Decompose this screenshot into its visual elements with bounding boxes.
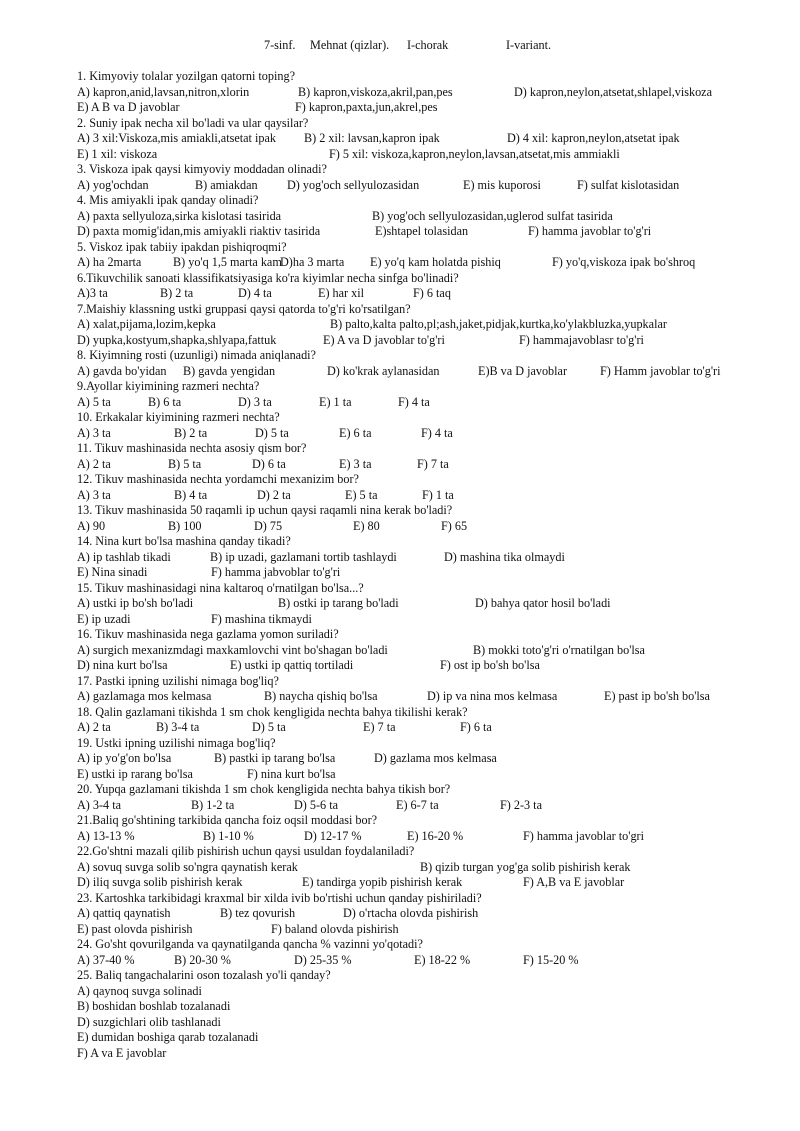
answer-option: E)B va D javoblar xyxy=(478,363,568,378)
answer-option: A)3 ta xyxy=(77,286,108,300)
answer-option: A) 5 ta xyxy=(77,394,111,409)
answer-row xyxy=(77,178,787,194)
answer-option: B) yo'q 1,5 marta kam xyxy=(173,255,282,269)
answer-option: D) o'rtacha olovda pishirish xyxy=(343,906,479,920)
answer-row xyxy=(77,550,787,566)
answer-option: E) yo'q kam holatda pishiq xyxy=(370,255,501,269)
answer-option: A) 3 ta xyxy=(77,425,111,440)
answer-option: A) 3 xil:Viskoza,mis amiakli,atsetat ipak xyxy=(77,131,276,145)
answer-option: A) 3-4 ta xyxy=(77,797,121,812)
answer-row xyxy=(77,875,787,891)
subject-label: Mehnat (qizlar). xyxy=(310,38,390,52)
answer-option: B) kapron,viskoza,akril,pan,pes xyxy=(298,84,453,99)
answer-option: F) 2-3 ta xyxy=(500,797,542,812)
grade-label: 7-sinf. xyxy=(264,38,296,52)
answer-option: D) 2 ta xyxy=(257,487,291,502)
answer-option: E)shtapel tolasidan xyxy=(375,224,469,238)
answer-option: B) amiakdan xyxy=(195,177,258,192)
answer-row xyxy=(77,457,787,473)
answer-option: B) boshidan boshlab tozalanadi xyxy=(77,999,231,1013)
answer-option: F) 1 ta xyxy=(422,487,454,502)
answer-option: D) 25-35 % xyxy=(294,952,352,967)
answer-option: E) 1 ta xyxy=(319,394,352,409)
answer-option: E) 16-20 % xyxy=(407,828,464,843)
answer-row xyxy=(77,999,787,1015)
answer-option: F) 5 xil: viskoza,kapron,neylon,lavsan,atsetat,mis ammiakli xyxy=(329,146,620,161)
answer-option: A) 13-13 % xyxy=(77,828,135,843)
answer-option: D) gazlama mos kelmasa xyxy=(374,751,497,765)
answer-option: F) yo'q,viskoza ipak bo'shroq xyxy=(552,255,696,269)
answer-row xyxy=(77,1030,787,1046)
answer-option: E) past ip bo'sh bo'lsa xyxy=(604,689,710,703)
answer-option: B) 5 ta xyxy=(168,456,202,471)
answer-option: A) paxta sellyuloza,sirka kislotasi tasirida xyxy=(77,208,282,223)
answer-option: A) gavda bo'yidan xyxy=(77,363,167,378)
answer-option: B) 100 xyxy=(168,518,202,533)
answer-option: B) pastki ip tarang bo'lsa xyxy=(214,751,336,765)
answer-row xyxy=(77,395,787,411)
answer-option: A) ip tashlab tikadi xyxy=(77,549,171,564)
answer-row xyxy=(77,906,787,922)
question-text: 10. Erkakalar kiyimining razmeri nechta? xyxy=(77,410,280,424)
question-text: 13. Tikuv mashinasida 50 raqamli ip uchun qaysi raqamli nina kerak bo'ladi? xyxy=(77,503,453,517)
test-header xyxy=(0,38,800,54)
answer-option: F) hamma javoblar to'gri xyxy=(523,828,644,843)
question-text: 15. Tikuv mashinasidagi nina kaltaroq o'rnatilgan bo'lsa...? xyxy=(77,580,364,595)
answer-option: F) kapron,paxta,jun,akrel,pes xyxy=(295,100,438,114)
answer-option: A) 2 ta xyxy=(77,456,111,471)
answer-option: B) 20-30 % xyxy=(174,952,231,967)
answer-option: E) mis kuporosi xyxy=(463,177,541,192)
answer-row xyxy=(77,643,787,659)
answer-option: D)ha 3 marta xyxy=(280,255,345,269)
answer-option: D) 75 xyxy=(254,518,283,533)
answer-option: E) 6 ta xyxy=(339,425,372,440)
answer-option: F) nina kurt bo'lsa xyxy=(247,766,336,781)
answer-option: A) 37-40 % xyxy=(77,952,135,967)
answer-row xyxy=(77,333,787,349)
answer-option: D) nina kurt bo'lsa xyxy=(77,658,168,672)
answer-row xyxy=(77,209,787,225)
question-text: 21.Baliq go'shtining tarkibida qancha foiz oqsil moddasi bor? xyxy=(77,813,378,827)
answer-option: D) 5-6 ta xyxy=(294,797,338,812)
answer-row xyxy=(77,1046,787,1062)
term-label: I-chorak xyxy=(407,38,449,52)
answer-option: B) yog'och sellyulozasidan,uglerod sulfat tasirida xyxy=(372,208,613,223)
answer-option: D) yupka,kostyum,shapka,shlyapa,fattuk xyxy=(77,332,277,347)
answer-option: B) naycha qishiq bo'lsa xyxy=(264,689,378,703)
answer-option: B) palto,kalta palto,pl;ash,jaket,pidjak,kurtka,ko'ylakbluzka,yupkalar xyxy=(330,317,667,331)
question-text: 24. Go'sht qovurilganda va qaynatilganda qancha % vazinni yo'qotadi? xyxy=(77,937,423,951)
answer-option: B) 4 ta xyxy=(174,487,208,502)
answer-option: F) hamma jabvoblar to'g'ri xyxy=(211,565,341,579)
answer-option: A) qattiq qaynatish xyxy=(77,906,171,920)
answer-row xyxy=(77,658,787,674)
answer-option: E) 5 ta xyxy=(345,487,378,502)
question-text: 4. Mis amiyakli ipak qanday olinadi? xyxy=(77,193,259,207)
answer-row xyxy=(77,224,787,240)
answer-row xyxy=(77,364,787,380)
answer-option: B) tez qovurish xyxy=(220,906,296,920)
answer-row xyxy=(77,767,787,783)
answer-option: B) 6 ta xyxy=(148,394,182,409)
answer-option: D) ko'krak aylanasidan xyxy=(327,363,440,378)
answer-option: D) bahya qator hosil bo'ladi xyxy=(475,596,611,610)
question-text: 25. Baliq tangachalarini oson tozalash yo'li qanday? xyxy=(77,968,331,982)
answer-row xyxy=(77,596,787,612)
question-text: 1. Kimyoviy tolalar yozilgan qatorni toping? xyxy=(77,69,295,83)
answer-row xyxy=(77,984,787,1000)
answer-row xyxy=(77,286,787,302)
answer-option: A) surgich mexanizmdagi maxkamlovchi vint bo'shagan bo'ladi xyxy=(77,642,388,657)
answer-option: A) 90 xyxy=(77,518,106,533)
answer-option: F) A,B va E javoblar xyxy=(523,875,625,889)
answer-option: D) suzgichlari olib tashlanadi xyxy=(77,1014,221,1029)
answer-option: F) mashina tikmaydi xyxy=(211,611,312,626)
answer-option: A) gazlamaga mos kelmasa xyxy=(77,689,212,703)
answer-option: A) ip yo'g'on bo'lsa xyxy=(77,751,172,765)
answer-row xyxy=(77,488,787,504)
question-text: 11. Tikuv mashinasida nechta asosiy qism bor? xyxy=(77,441,307,455)
answer-row xyxy=(77,720,787,736)
answer-row xyxy=(77,953,787,969)
question-text: 12. Tikuv mashinasida nechta yordamchi mexanizim bor? xyxy=(77,472,359,486)
answer-option: D) 5 ta xyxy=(255,425,289,440)
answer-option: B) 1-2 ta xyxy=(191,797,235,812)
answer-option: F) hammajavoblasr to'g'ri xyxy=(519,332,644,347)
answer-row xyxy=(77,519,787,535)
answer-option: F) sulfat kislotasidan xyxy=(577,177,680,192)
answer-option: D) 6 ta xyxy=(252,456,286,471)
answer-option: E) 80 xyxy=(353,518,380,533)
answer-row xyxy=(77,1015,787,1031)
answer-option: D) 3 ta xyxy=(238,394,272,409)
answer-option: D) 12-17 % xyxy=(304,828,362,843)
answer-option: B) 2 ta xyxy=(160,286,194,300)
question-text: 23. Kartoshka tarkibidagi kraxmal bir xilda ivib bo'rtishi uchun qanday pishiriladi? xyxy=(77,890,482,905)
answer-option: E) 18-22 % xyxy=(414,952,471,967)
question-text: 9.Ayollar kiyimining razmeri nechta? xyxy=(77,379,260,393)
answer-option: B) ip uzadi, gazlamani tortib tashlaydi xyxy=(210,549,397,564)
answer-option: F) 4 ta xyxy=(398,394,430,409)
answer-row xyxy=(77,100,787,116)
answer-row xyxy=(77,426,787,442)
answer-option: B) mokki toto'g'ri o'rnatilgan bo'lsa xyxy=(473,642,645,657)
answer-option: E) 1 xil: viskoza xyxy=(77,146,158,161)
answer-option: D) paxta momig'idan,mis amiyakli riaktiv tasirida xyxy=(77,224,321,238)
answer-option: E) A va D javoblar to'g'ri xyxy=(323,332,445,347)
answer-option: D) iliq suvga solib pishirish kerak xyxy=(77,875,243,889)
answer-option: D) mashina tika olmaydi xyxy=(444,549,565,564)
question-text: 3. Viskoza ipak qaysi kimyoviy moddadan olinadi? xyxy=(77,162,327,176)
answer-row xyxy=(77,922,787,938)
answer-option: E) ip uzadi xyxy=(77,611,131,626)
question-text: 14. Nina kurt bo'lsa mashina qanday tikadi? xyxy=(77,534,291,548)
answer-option: D) yog'och sellyulozasidan xyxy=(287,177,420,192)
answer-option: F) 6 ta xyxy=(460,720,492,734)
answer-option: A) yog'ochdan xyxy=(77,177,149,192)
answer-row xyxy=(77,317,787,333)
answer-option: A) 3 ta xyxy=(77,487,111,502)
question-text: 20. Yupqa gazlamani tikishda 1 sm chok kengligida nechta bahya tikish bor? xyxy=(77,782,451,796)
answer-option: A) ha 2marta xyxy=(77,255,142,269)
answer-option: F) 65 xyxy=(441,518,468,533)
answer-option: E) past olovda pishirish xyxy=(77,921,193,936)
answer-option: B) qizib turgan yog'ga solib pishirish kerak xyxy=(420,859,631,874)
question-text: 17. Pastki ipning uzilishi nimaga bog'liq? xyxy=(77,673,279,688)
answer-option: B) 2 ta xyxy=(174,425,208,440)
answer-option: F) 7 ta xyxy=(417,456,449,471)
answer-option: A) 2 ta xyxy=(77,720,111,734)
answer-option: A) kapron,anid,lavsan,nitron,xlorin xyxy=(77,84,250,99)
answer-option: D) 5 ta xyxy=(252,720,286,734)
answer-row xyxy=(77,612,787,628)
answer-option: B) ostki ip tarang bo'ladi xyxy=(278,596,399,610)
question-text: 19. Ustki ipning uzilishi nimaga bog'liq? xyxy=(77,735,276,750)
answer-row xyxy=(77,860,787,876)
answer-row xyxy=(77,751,787,767)
answer-option: D) ip va nina mos kelmasa xyxy=(427,689,558,703)
answer-option: E) tandirga yopib pishirish kerak xyxy=(302,875,463,889)
answer-row xyxy=(77,829,787,845)
answer-row xyxy=(77,85,787,101)
answer-option: F) 15-20 % xyxy=(523,952,579,967)
question-list xyxy=(77,69,787,1061)
answer-option: A) qaynoq suvga solinadi xyxy=(77,983,202,998)
answer-option: A) ustki ip bo'sh bo'ladi xyxy=(77,596,194,610)
answer-row xyxy=(77,689,787,705)
answer-option: E) 6-7 ta xyxy=(396,797,439,812)
answer-row xyxy=(77,255,787,271)
answer-row xyxy=(77,565,787,581)
answer-row xyxy=(77,147,787,163)
question-text: 16. Tikuv mashinasida nega gazlama yomon suriladi? xyxy=(77,627,339,641)
variant-label: I-variant. xyxy=(506,38,552,52)
question-text: 5. Viskoz ipak tabiiy ipakdan pishiqroqmi? xyxy=(77,239,287,254)
answer-option: B) 3-4 ta xyxy=(156,720,200,734)
answer-option: E) Nina sinadi xyxy=(77,565,148,579)
answer-option: F) 6 taq xyxy=(413,286,451,300)
question-text: 22.Go'shtni mazali qilib pishirish uchun qaysi usuldan foydalaniladi? xyxy=(77,844,415,858)
answer-option: E) A B va D javoblar xyxy=(77,100,180,114)
answer-option: F) ost ip bo'sh bo'lsa xyxy=(440,658,540,672)
answer-option: A) sovuq suvga solib so'ngra qaynatish kerak xyxy=(77,859,298,874)
answer-option: B) gavda yengidan xyxy=(183,363,276,378)
answer-option: E) 3 ta xyxy=(339,456,372,471)
answer-option: D) 4 ta xyxy=(238,286,272,300)
answer-option: E) dumidan boshiga qarab tozalanadi xyxy=(77,1030,259,1044)
answer-option: F) hamma javoblar to'g'ri xyxy=(528,224,652,238)
answer-option: B) 2 xil: lavsan,kapron ipak xyxy=(304,131,440,145)
question-text: 7.Maishiy klassning ustki gruppasi qaysi qatorda to'g'ri ko'rsatilgan? xyxy=(77,301,411,316)
answer-option: F) Hamm javoblar to'g'ri xyxy=(600,363,721,378)
answer-option: E) ustki ip qattiq tortiladi xyxy=(230,658,354,672)
question-text: 6.Tikuvchilik sanoati klassifikatsiyasiga ko'ra kiyimlar necha sinfga bo'linadi? xyxy=(77,270,459,285)
question-text: 2. Suniy ipak necha xil bo'ladi va ular qaysilar? xyxy=(77,115,309,130)
answer-option: B) 1-10 % xyxy=(203,828,254,843)
answer-row xyxy=(77,798,787,814)
question-text: 8. Kiyimning rosti (uzunligi) nimada aniqlanadi? xyxy=(77,348,316,362)
answer-option: F) baland olovda pishirish xyxy=(271,921,399,936)
answer-option: F) A va E javoblar xyxy=(77,1045,167,1060)
answer-option: E) ustki ip rarang bo'lsa xyxy=(77,766,193,781)
answer-row xyxy=(77,131,787,147)
answer-option: D) kapron,neylon,atsetat,shlapel,viskoza xyxy=(514,84,712,99)
answer-option: E) har xil xyxy=(318,286,365,300)
question-text: 18. Qalin gazlamani tikishda 1 sm chok kengligida nechta bahya tikilishi kerak? xyxy=(77,704,468,719)
answer-option: E) 7 ta xyxy=(363,720,396,734)
answer-option: F) 4 ta xyxy=(421,425,453,440)
answer-option: D) 4 xil: kapron,neylon,atsetat ipak xyxy=(507,131,680,145)
answer-option: A) xalat,pijama,lozim,kepka xyxy=(77,317,216,331)
